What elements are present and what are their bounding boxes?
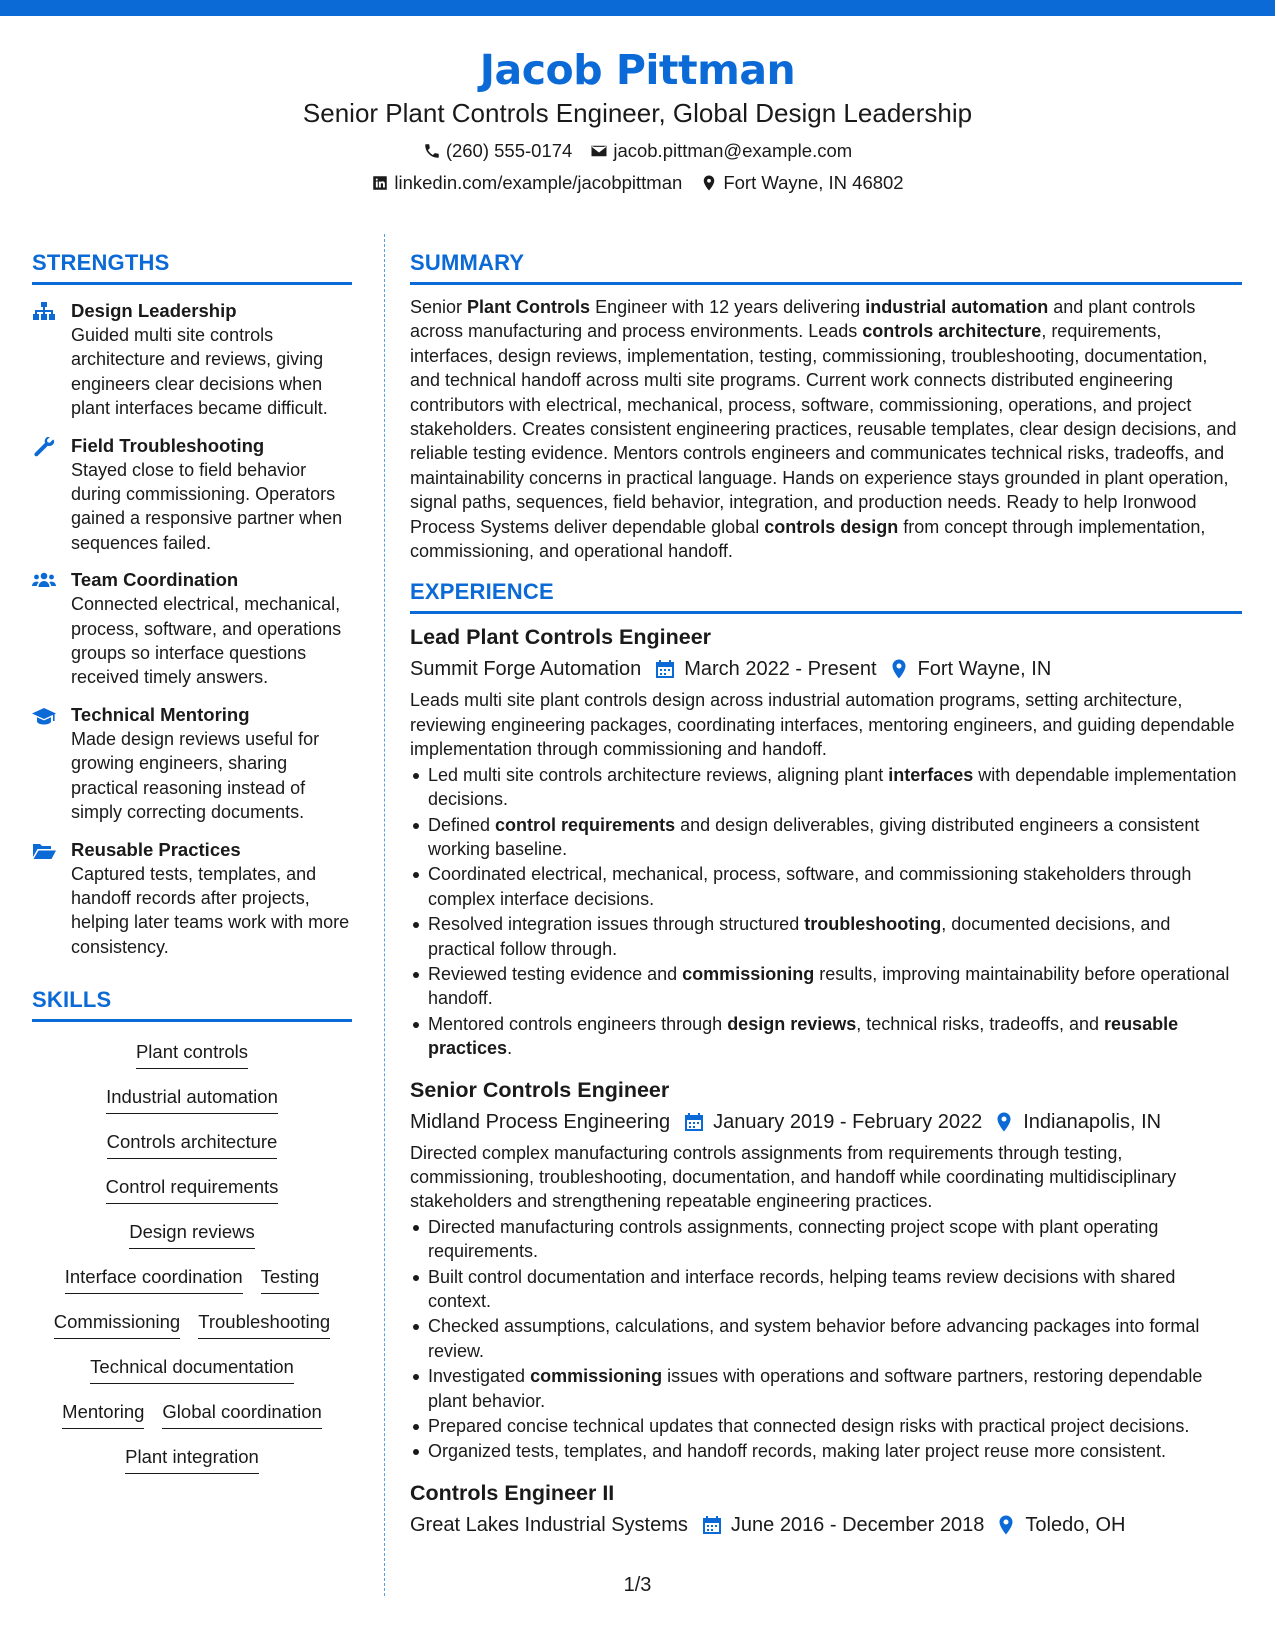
envelope-icon xyxy=(590,142,608,160)
bullet-item: Investigated commissioning issues with operations and software partners, restoring dependable plant behavior. xyxy=(410,1364,1242,1413)
skill-row xyxy=(106,1077,278,1122)
skill-row xyxy=(125,1437,259,1482)
users-icon xyxy=(32,571,56,591)
strength-title: Field Troubleshooting xyxy=(71,434,265,456)
skill-row xyxy=(65,1257,320,1302)
linkedin-text: linkedin.com/example/jacobpittman xyxy=(394,172,683,193)
location-text: Fort Wayne, IN 46802 xyxy=(723,172,904,193)
contact-line-2 xyxy=(0,171,1275,195)
left-column xyxy=(32,248,352,1482)
job-description: Directed complex manufacturing controls assignments from requirements through testing, commissioning, troubleshooting, documentation, and handoff while coordinating multidisciplinary stakeholders and strengthening repeatable engineering practices. xyxy=(410,1142,1177,1212)
right-column xyxy=(410,248,1242,1540)
bold-keyword: controls architecture xyxy=(862,321,1042,342)
job-location: Toledo, OH xyxy=(1025,1513,1126,1536)
calendar-icon xyxy=(702,1515,722,1535)
skill-tag: Plant integration xyxy=(125,1445,259,1474)
email-contact[interactable] xyxy=(590,139,852,163)
bold-keyword: commissioning xyxy=(530,1366,663,1387)
candidate-name: Jacob Pittman xyxy=(479,46,796,94)
org-chart-icon xyxy=(32,302,56,322)
skill-tag: Testing xyxy=(261,1265,320,1294)
skill-row xyxy=(136,1032,248,1077)
job-title: Lead Plant Controls Engineer xyxy=(410,625,712,650)
job-meta xyxy=(410,654,1242,684)
job-entry xyxy=(410,622,1242,1060)
skill-row xyxy=(54,1302,330,1347)
map-pin-icon xyxy=(994,1112,1014,1132)
strength-desc: Captured tests, templates, and handoff records after projects, helping later teams work with more consistency. xyxy=(71,863,350,957)
job-location: Indianapolis, IN xyxy=(1023,1110,1162,1133)
wrench-icon xyxy=(32,437,56,457)
bold-keyword: Plant Controls xyxy=(467,297,591,317)
email-text: jacob.pittman@example.com xyxy=(613,140,853,161)
strength-desc: Made design reviews useful for growing engineers, sharing practical reasoning instead of simply correcting documents. xyxy=(71,728,320,823)
job-dates: January 2019 - February 2022 xyxy=(713,1110,983,1133)
bullet-item: Organized tests, templates, and handoff records, making later project reuse more consistent. xyxy=(410,1439,1242,1463)
job-title: Controls Engineer II xyxy=(410,1480,615,1505)
job-bullets xyxy=(410,1215,1242,1464)
skill-row xyxy=(129,1212,254,1257)
bullet-item: Mentored controls engineers through design reviews, technical risks, tradeoffs, and reusable practices. xyxy=(410,1012,1242,1061)
summary-heading: SUMMARY xyxy=(410,248,1242,285)
experience-heading: EXPERIENCE xyxy=(410,577,1242,614)
bold-keyword: interfaces xyxy=(888,764,974,785)
skill-row xyxy=(106,1167,279,1212)
job-dates: June 2016 - December 2018 xyxy=(730,1513,985,1536)
linkedin-icon xyxy=(371,174,389,192)
skill-tag: Global coordination xyxy=(162,1400,321,1429)
phone-contact[interactable] xyxy=(423,139,573,163)
column-divider xyxy=(384,234,385,1596)
job-meta xyxy=(410,1107,1242,1137)
strength-title: Design Leadership xyxy=(71,300,237,321)
strength-title: Reusable Practices xyxy=(71,838,241,860)
strength-title: Technical Mentoring xyxy=(71,703,250,725)
phone-icon xyxy=(423,142,441,160)
skill-tag: Interface coordination xyxy=(65,1265,243,1294)
skill-row xyxy=(90,1347,294,1392)
job-description: Leads multi site plant controls design across industrial automation programs, setting architecture, reviewing engineering packages, coordinating interfaces, mentoring engineers, and guiding dependable implementation through commissioning and handoff. xyxy=(410,690,1235,760)
skill-row xyxy=(107,1122,278,1167)
strength-item xyxy=(32,568,352,690)
bullet-item: Directed manufacturing controls assignments, connecting project scope with plant operating requirements. xyxy=(410,1215,1242,1264)
strengths-list xyxy=(32,299,352,959)
skills-heading: SKILLS xyxy=(32,985,352,1022)
job-meta xyxy=(410,1510,1242,1540)
contact-line-1 xyxy=(0,139,1275,163)
top-accent-bar xyxy=(0,0,1275,16)
bold-keyword: control requirements xyxy=(495,814,676,835)
skill-tag: Troubleshooting xyxy=(198,1310,330,1339)
job-dates: March 2022 - Present xyxy=(684,658,877,681)
summary-text: Senior Plant Controls Engineer with 12 years delivering industrial automation and plant controls across manufacturing and process environments. Leads controls architecture, requirements, interfaces, design reviews, implementation, testing, commissioning, troubleshooting, documentation, and technical handoff across multi site programs. Current work connects distributed engineering contributors with electrical, mechanical, process, software, commissioning, operations, and project stakeholders. Creates consistent engineering practices, reusable templates, clear design decisions, and reliable testing evidence. Mentors controls engineers and communicates technical risks, tradeoffs, and maintainability concerns in practical language. Hands on experience stays grounded in plant operation, signal paths, sequences, field behavior, integration, and production needs. Ready to help Ironwood Process Systems deliver dependable global controls design from concept through implementation, commissioning, and operational handoff. xyxy=(410,297,1237,562)
calendar-icon xyxy=(655,659,675,679)
graduation-cap-icon xyxy=(32,706,56,726)
bold-keyword: commissioning xyxy=(682,963,815,984)
map-pin-icon xyxy=(700,174,718,192)
skill-tag: Plant controls xyxy=(136,1040,248,1069)
skill-row xyxy=(62,1392,322,1437)
bullet-item: Resolved integration issues through structured troubleshooting, documented decisions, and practical follow through. xyxy=(410,912,1242,961)
resume-header xyxy=(0,44,1275,195)
bullet-item: Built control documentation and interface records, helping teams review decisions with shared context. xyxy=(410,1265,1242,1314)
bullet-item: Coordinated electrical, mechanical, process, software, and commissioning stakeholders through complex interface decisions. xyxy=(410,862,1242,911)
strength-desc: Stayed close to field behavior during commissioning. Operators gained a responsive partner when sequences failed. xyxy=(71,459,343,553)
strength-item xyxy=(32,703,352,825)
bullet-item: Defined control requirements and design deliverables, giving distributed engineers a consistent working baseline. xyxy=(410,813,1242,862)
bullet-item: Reviewed testing evidence and commissioning results, improving maintainability before operational handoff. xyxy=(410,962,1242,1011)
strengths-heading: STRENGTHS xyxy=(32,248,352,285)
bold-keyword: industrial automation xyxy=(865,297,1049,317)
job-title: Senior Controls Engineer xyxy=(410,1077,670,1102)
strength-desc: Guided multi site controls architecture and reviews, giving engineers clear decisions when plant interfaces became difficult. xyxy=(71,325,328,419)
linkedin-contact[interactable] xyxy=(371,171,682,195)
job-entry xyxy=(410,1478,1242,1540)
strength-item xyxy=(32,299,352,421)
skill-tag: Industrial automation xyxy=(106,1085,278,1114)
location-contact xyxy=(700,171,903,195)
job-company: Great Lakes Industrial Systems xyxy=(410,1513,688,1536)
candidate-title: Senior Plant Controls Engineer, Global Design Leadership xyxy=(302,98,973,128)
folder-open-icon xyxy=(32,841,56,861)
bold-keyword: controls design xyxy=(764,516,899,537)
skill-tag: Mentoring xyxy=(62,1400,144,1429)
skills-list xyxy=(32,1032,352,1482)
skill-tag: Controls architecture xyxy=(107,1130,278,1159)
strength-item xyxy=(32,838,352,960)
job-company: Midland Process Engineering xyxy=(410,1110,671,1133)
page-number: 1/3 xyxy=(623,1574,652,1596)
bullet-item: Checked assumptions, calculations, and system behavior before advancing packages into formal review. xyxy=(410,1314,1242,1363)
calendar-icon xyxy=(684,1112,704,1132)
strength-desc: Connected electrical, mechanical, process, software, and operations groups so interface questions received timely answers. xyxy=(71,594,342,688)
strength-item xyxy=(32,434,352,556)
bold-keyword: design reviews xyxy=(727,1013,857,1034)
map-pin-icon xyxy=(996,1515,1016,1535)
bullet-item: Led multi site controls architecture reviews, aligning plant interfaces with dependable implementation decisions. xyxy=(410,763,1242,812)
job-company: Summit Forge Automation xyxy=(410,658,642,681)
map-pin-icon xyxy=(889,659,909,679)
skill-tag: Technical documentation xyxy=(90,1355,294,1384)
phone-text: (260) 555-0174 xyxy=(445,140,573,161)
job-bullets xyxy=(410,763,1242,1061)
bold-keyword: troubleshooting xyxy=(804,914,942,935)
bullet-item: Prepared concise technical updates that connected design risks with practical project decisions. xyxy=(410,1414,1242,1438)
skill-tag: Design reviews xyxy=(129,1220,254,1249)
skill-tag: Control requirements xyxy=(106,1175,279,1204)
strength-title: Team Coordination xyxy=(71,569,239,591)
bold-keyword: reusable practices xyxy=(428,1013,1179,1059)
skill-tag: Commissioning xyxy=(54,1310,180,1339)
job-entry xyxy=(410,1075,1242,1464)
job-location: Fort Wayne, IN xyxy=(917,658,1052,681)
